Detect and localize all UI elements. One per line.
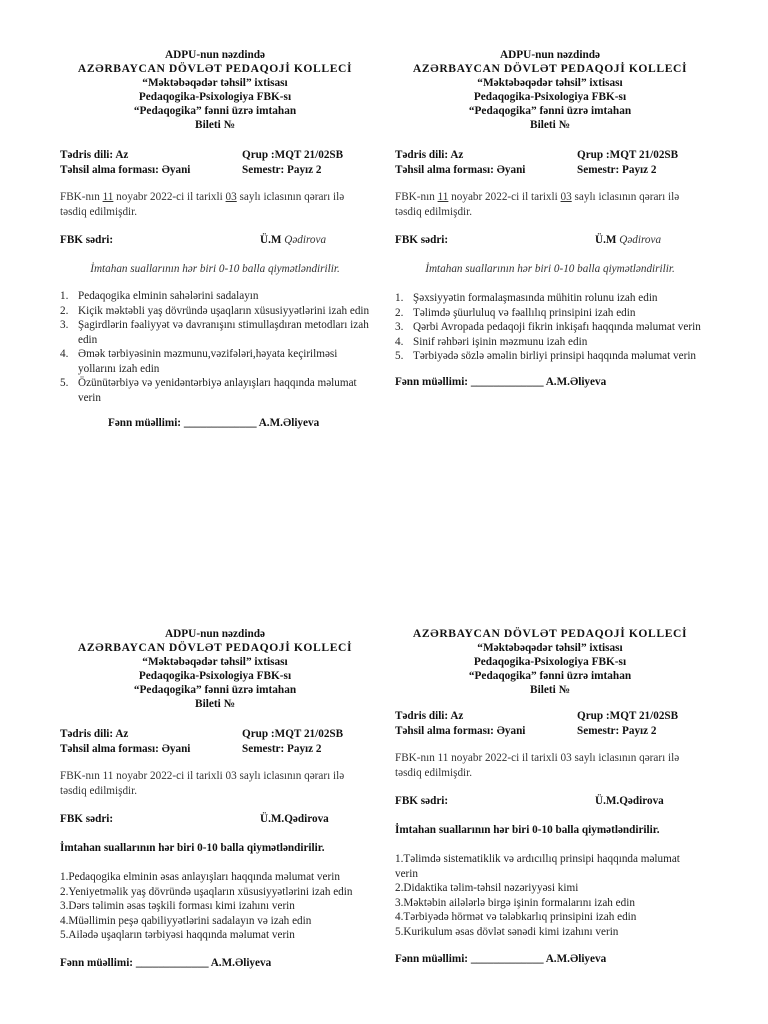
question-text: Kiçik məktəbli yaş dövründə uşaqların xüsusiyyətlərini izah edin xyxy=(78,304,370,317)
fbk-day: 11 xyxy=(437,191,449,203)
question-number: 4. xyxy=(60,348,69,360)
list-item: 2.Didaktika təlim-təhsil nəzəriyyəsi kimi xyxy=(395,882,579,894)
list-item xyxy=(395,291,705,306)
list-item xyxy=(60,289,370,304)
header-subject: “Pedaqogika” fənni üzrə imtahan xyxy=(133,105,297,117)
list-item xyxy=(395,335,705,350)
list-item xyxy=(395,320,705,335)
fbk-protocol-number: 03 xyxy=(560,191,572,203)
subject-teacher: Fənn müəllimi: _____________ A.M.Əliyeva xyxy=(395,375,607,388)
grading-rule: İmtahan suallarının hər biri 0-10 balla qiymətləndirilir. xyxy=(60,842,325,854)
study-form: Təhsil alma forması: Əyani xyxy=(395,725,526,737)
teaching-language: Tədris dili: Az xyxy=(395,710,464,722)
question-number: 1. xyxy=(60,290,69,302)
header-department: Pedaqogika-Psixologiya FBK-sı xyxy=(473,91,627,103)
list-item: 5.Ailədə uşaqların tərbiyəsi haqqında məlumat verin xyxy=(60,929,295,941)
question-text: Təlimdə şüurluluq və fəallılıq prinsipini izah edin xyxy=(413,306,636,319)
fbk-chair xyxy=(60,813,370,828)
fbk-chair-label: FBK sədri: xyxy=(395,795,449,807)
question-text: Özünütərbiyə və yenidəntərbiyə anlayışları haqqında məlumat verin xyxy=(78,377,357,404)
group-code: Qrup :MQT 21/02SB xyxy=(242,149,344,161)
header-college: AZƏRBAYCAN DÖVLƏT PEDAQOJİ KOLLECİ xyxy=(412,627,688,640)
fbk-chair-name xyxy=(595,234,661,246)
header-parent-org: ADPU-nun nəzdində xyxy=(499,49,601,61)
fbk-approval-note xyxy=(60,190,370,220)
header-department: Pedaqogika-Psixologiya FBK-sı xyxy=(473,656,627,668)
question-text: Əmək tərbiyəsinin məzmunu,vəzifələri,həyata keçirilməsi yollarını izah edin xyxy=(78,348,338,375)
ticket-meta xyxy=(395,148,705,178)
study-form: Təhsil alma forması: Əyani xyxy=(395,164,526,176)
ticket-meta xyxy=(395,709,705,739)
list-item xyxy=(60,376,370,405)
header-ticket-number: Bileti № xyxy=(195,698,235,710)
fbk-chair-name: Ü.M.Qədirova xyxy=(260,813,329,825)
teaching-language: Tədris dili: Az xyxy=(395,149,464,161)
header-specialty: “Məktəbəqədər təhsil” ixtisası xyxy=(477,77,623,89)
fbk-chair-name xyxy=(260,234,326,246)
question-number: 3. xyxy=(60,319,69,331)
list-item: 2.Yeniyetməlik yaş dövründə uşaqların xüsusiyyətlərini izah edin xyxy=(60,885,353,898)
exam-ticket-4 xyxy=(395,627,705,965)
question-number: 5. xyxy=(60,377,69,389)
group-code: Qrup :MQT 21/02SB xyxy=(577,149,679,161)
header-college: AZƏRBAYCAN DÖVLƏT PEDAQOJİ KOLLECİ xyxy=(77,62,353,75)
study-form: Təhsil alma forması: Əyani xyxy=(60,164,191,176)
question-text: Tərbiyədə sözlə əməlin birliyi prinsipi haqqında məlumat verin xyxy=(413,350,697,362)
ticket-meta xyxy=(60,727,370,757)
fbk-chair xyxy=(60,234,370,249)
question-text: Şəxsiyyətin formalaşmasında mühitin rolunu izah edin xyxy=(413,292,658,304)
list-item: 4.Tərbiyədə hörmət və tələbkarlıq prinsipini izah edin xyxy=(395,911,637,923)
fbk-chair xyxy=(395,795,705,810)
question-list xyxy=(60,870,370,943)
list-item xyxy=(60,318,370,347)
group-code: Qrup :MQT 21/02SB xyxy=(577,710,679,722)
question-number: 4. xyxy=(395,335,404,348)
semester: Semestr: Payız 2 xyxy=(577,164,657,176)
fbk-text-pre: FBK-nın xyxy=(395,191,438,203)
fbk-approval-note: FBK-nın 11 noyabr 2022-ci il tarixli 03 saylı iclasının qərarı ilə təsdiq edilmişdir. xyxy=(60,770,345,797)
header-department: Pedaqogika-Psixologiya FBK-sı xyxy=(138,91,292,103)
fbk-chair-label: FBK sədri: xyxy=(60,234,114,246)
study-form: Təhsil alma forması: Əyani xyxy=(60,743,191,755)
list-item: 1.Pedaqogika elminin əsas anlayışları haqqında məlumat verin xyxy=(60,871,340,883)
semester: Semestr: Payız 2 xyxy=(242,743,322,755)
header-college: AZƏRBAYCAN DÖVLƏT PEDAQOJİ KOLLECİ xyxy=(77,641,353,654)
question-number: 5. xyxy=(395,350,404,362)
header-specialty: “Məktəbəqədər təhsil” ixtisası xyxy=(142,656,288,668)
list-item xyxy=(60,347,370,376)
chair-initials: Ü.M xyxy=(595,234,620,246)
header-specialty: “Məktəbəqədər təhsil” ixtisası xyxy=(142,77,288,89)
question-text: Qərbi Avropada pedaqoji fikrin inkişafı haqqında məlumat verin xyxy=(413,321,701,333)
question-text: Şagirdlərin fəaliyyət və davranışını stimullaşdıran metodları izah edin xyxy=(78,319,369,346)
exam-ticket-2 xyxy=(395,48,705,388)
fbk-chair xyxy=(395,234,705,249)
header-ticket-number: Bileti № xyxy=(195,119,235,131)
fbk-text-pre: FBK-nın xyxy=(60,191,103,203)
subject-teacher: Fənn müəllimi: _____________ A.M.Əliyeva xyxy=(60,956,272,969)
header-parent-org: ADPU-nun nəzdində xyxy=(164,49,266,61)
header-specialty: “Məktəbəqədər təhsil” ixtisası xyxy=(477,642,623,654)
header-parent-org: ADPU-nun nəzdində xyxy=(164,628,266,640)
list-item: 4.Müəllimin peşə qabiliyyətlərini sadalayın və izah edin xyxy=(60,914,312,927)
grading-rule: İmtahan suallarının hər biri 0-10 balla qiymətləndirilir. xyxy=(395,824,660,836)
fbk-text-post: saylı iclasının qərarı ilə təsdiq edilmişdir. xyxy=(395,191,680,218)
list-item: 3.Dərs təlimin əsas təşkili forması kimi izahını verin xyxy=(60,900,295,912)
fbk-text-mid: noyabr 2022-ci il tarixli xyxy=(448,191,561,203)
header-subject: “Pedaqogika” fənni üzrə imtahan xyxy=(468,670,632,682)
fbk-approval-note xyxy=(395,190,705,220)
question-number: 2. xyxy=(395,306,404,319)
list-item: 1.Təlimdə sistematiklik və ardıcıllıq prinsipi haqqında məlumat verin xyxy=(395,853,680,880)
grading-rule: İmtahan suallarının hər biri 0-10 balla qiymətləndirilir. xyxy=(425,263,675,275)
list-item xyxy=(395,349,705,364)
fbk-chair-name: Ü.M.Qədirova xyxy=(595,795,664,807)
subject-teacher: Fənn müəllimi: _____________ A.M.Əliyeva xyxy=(108,417,320,429)
semester: Semestr: Payız 2 xyxy=(577,725,657,737)
question-number: 3. xyxy=(395,321,404,333)
question-text: Sinif rəhbəri işinin məzmunu izah edin xyxy=(413,335,588,348)
subject-teacher: Fənn müəllimi: _____________ A.M.Əliyeva xyxy=(395,953,607,965)
fbk-protocol-number: 03 xyxy=(225,191,237,203)
header-subject: “Pedaqogika” fənni üzrə imtahan xyxy=(468,105,632,117)
ticket-meta xyxy=(60,148,370,178)
header-subject: “Pedaqogika” fənni üzrə imtahan xyxy=(133,684,297,696)
fbk-day: 11 xyxy=(102,191,114,203)
fbk-text-post: saylı iclasının qərarı ilə təsdiq edilmişdir. xyxy=(60,191,345,218)
question-number: 2. xyxy=(60,304,69,317)
chair-surname: Qədirova xyxy=(619,234,662,246)
chair-initials: Ü.M xyxy=(260,234,285,246)
teaching-language: Tədris dili: Az xyxy=(60,149,129,161)
list-item xyxy=(60,304,370,319)
question-list xyxy=(395,852,705,939)
question-number: 1. xyxy=(395,292,404,304)
fbk-approval-note: FBK-nın 11 noyabr 2022-ci il tarixli 03 saylı iclasının qərarı ilə təsdiq edilmişdir. xyxy=(395,752,680,779)
chair-surname: Qədirova xyxy=(284,234,327,246)
question-list xyxy=(60,289,370,405)
teaching-language: Tədris dili: Az xyxy=(60,728,129,740)
question-text: Pedaqogika elminin sahələrini sadalayın xyxy=(78,290,259,302)
header-college: AZƏRBAYCAN DÖVLƏT PEDAQOJİ KOLLECİ xyxy=(412,62,688,75)
list-item xyxy=(395,306,705,321)
fbk-chair-label: FBK sədri: xyxy=(60,813,114,825)
header-ticket-number: Bileti № xyxy=(530,119,570,131)
list-item: 5.Kurikulum əsas dövlət sənədi kimi izahını verin xyxy=(395,925,619,938)
exam-ticket-1 xyxy=(60,48,370,429)
header-department: Pedaqogika-Psixologiya FBK-sı xyxy=(138,670,292,682)
exam-ticket-3 xyxy=(60,627,370,969)
list-item: 3.Məktəbin ailələrlə birgə işinin formalarını izah edin xyxy=(395,896,635,909)
group-code: Qrup :MQT 21/02SB xyxy=(242,728,344,740)
grading-rule: İmtahan suallarının hər biri 0-10 balla qiymətləndirilir. xyxy=(90,263,340,275)
fbk-chair-label: FBK sədri: xyxy=(395,234,449,246)
question-list xyxy=(395,291,705,364)
header-ticket-number: Bileti № xyxy=(530,684,570,696)
semester: Semestr: Payız 2 xyxy=(242,164,322,176)
fbk-text-mid: noyabr 2022-ci il tarixli xyxy=(113,191,226,203)
